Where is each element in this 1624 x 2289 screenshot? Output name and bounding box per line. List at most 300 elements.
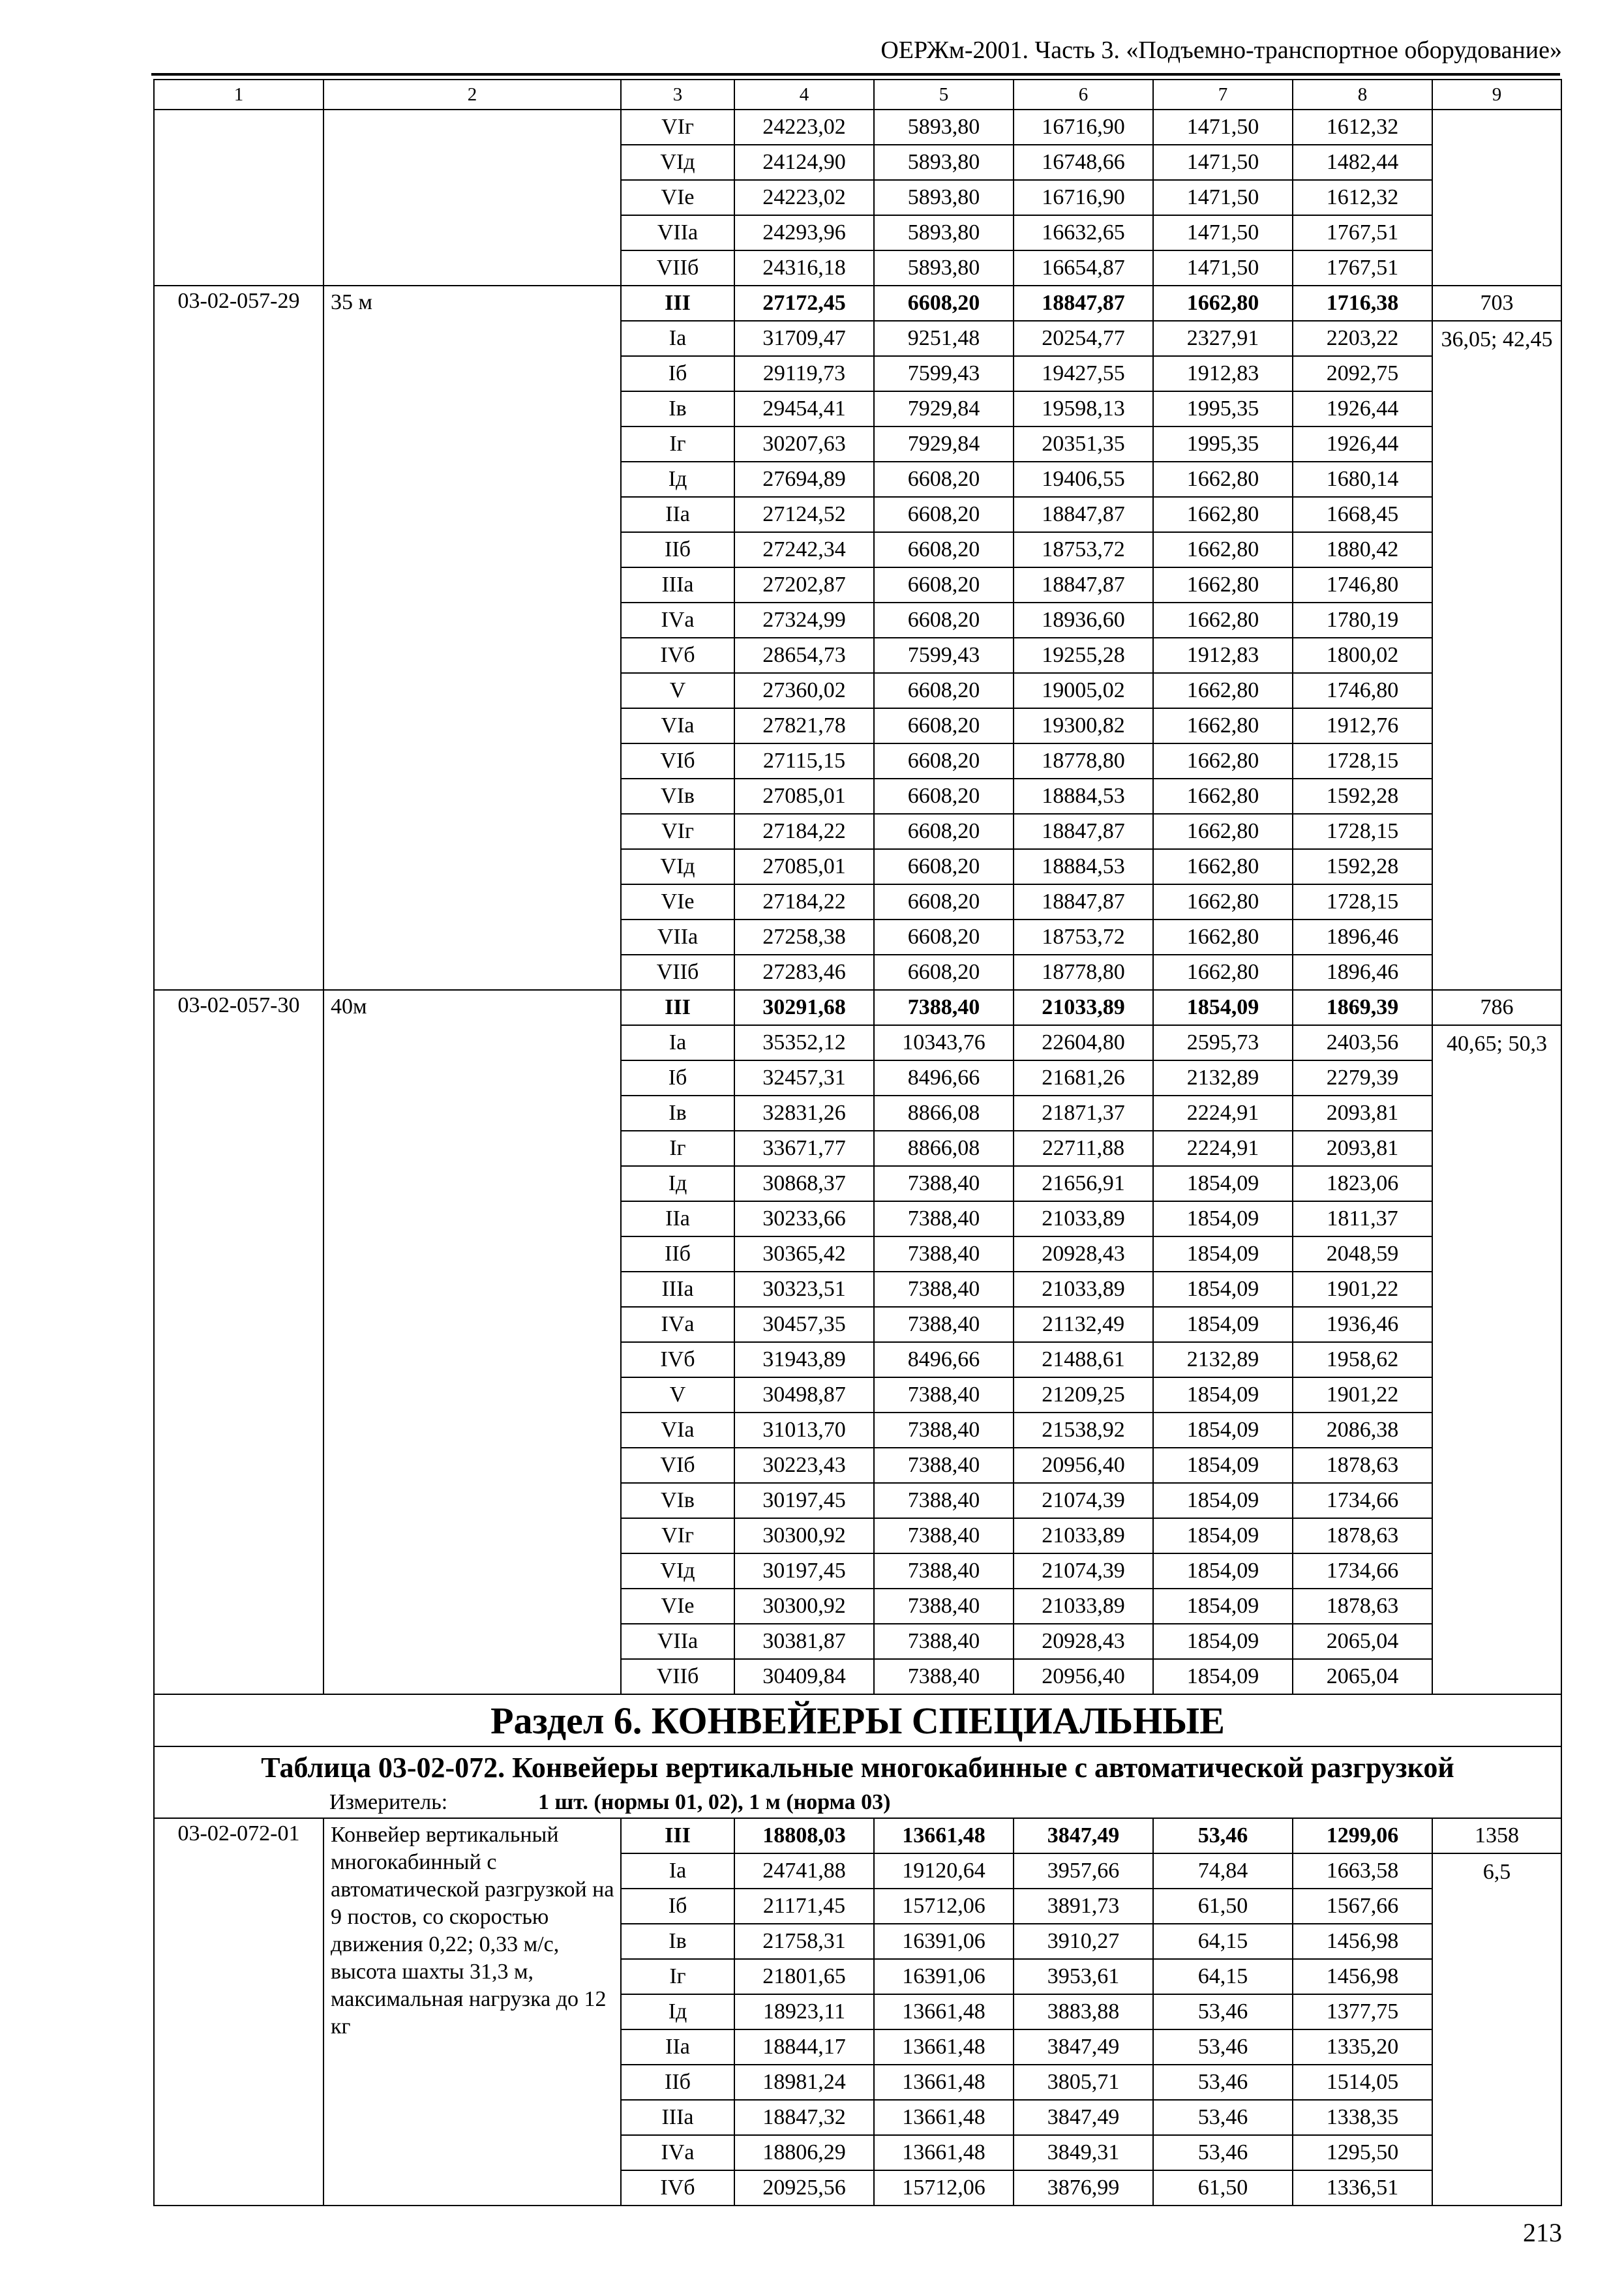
operator-wage-cell: 64,15 — [1153, 1959, 1293, 1994]
total-cost-cell: 27115,15 — [734, 743, 874, 779]
region-code-cell: Iв — [621, 391, 734, 426]
materials-cost-cell: 2048,59 — [1293, 1236, 1432, 1272]
machine-cost-cell: 21033,89 — [1014, 1272, 1153, 1307]
operator-wage-cell: 61,50 — [1153, 1889, 1293, 1924]
machine-cost-cell: 19598,13 — [1014, 391, 1153, 426]
labor-cost-cell: 19120,64 — [874, 1853, 1014, 1889]
total-cost-cell: 30323,51 — [734, 1272, 874, 1307]
region-code-cell: IVа — [621, 603, 734, 638]
materials-cost-cell: 1668,45 — [1293, 497, 1432, 532]
region-code-cell: VIа — [621, 708, 734, 743]
region-code-cell: VIв — [621, 779, 734, 814]
region-code-cell: III — [621, 990, 734, 1025]
labor-cost-cell: 8496,66 — [874, 1060, 1014, 1096]
page-number: 213 — [1523, 2218, 1562, 2247]
machine-cost-cell: 3953,61 — [1014, 1959, 1153, 1994]
machine-cost-cell: 16748,66 — [1014, 145, 1153, 180]
region-code-cell: V — [621, 673, 734, 708]
operator-wage-cell: 1662,80 — [1153, 814, 1293, 849]
total-cost-cell: 21171,45 — [734, 1889, 874, 1924]
region-code-cell: VIIб — [621, 1659, 734, 1694]
labor-cost-cell: 9251,48 — [874, 321, 1014, 356]
region-code-cell: IIб — [621, 532, 734, 567]
machine-cost-cell: 18847,87 — [1014, 884, 1153, 920]
operator-wage-cell: 1662,80 — [1153, 462, 1293, 497]
materials-cost-cell: 2203,22 — [1293, 321, 1432, 356]
machine-cost-cell: 18847,87 — [1014, 497, 1153, 532]
labor-cost-cell: 5893,80 — [874, 145, 1014, 180]
machine-cost-cell: 20956,40 — [1014, 1659, 1153, 1694]
operator-wage-cell: 1854,09 — [1153, 1624, 1293, 1659]
labor-cost-cell: 15712,06 — [874, 1889, 1014, 1924]
total-cost-cell: 30868,37 — [734, 1166, 874, 1201]
total-cost-cell: 27242,34 — [734, 532, 874, 567]
materials-cost-cell: 1936,46 — [1293, 1307, 1432, 1342]
operator-wage-cell: 53,46 — [1153, 2065, 1293, 2100]
labor-cost-cell: 7388,40 — [874, 1201, 1014, 1236]
operator-wage-cell: 1662,80 — [1153, 603, 1293, 638]
region-code-cell: IVб — [621, 2170, 734, 2206]
total-cost-cell: 27694,89 — [734, 462, 874, 497]
materials-cost-cell: 1746,80 — [1293, 673, 1432, 708]
materials-cost-cell: 2279,39 — [1293, 1060, 1432, 1096]
materials-cost-cell: 2403,56 — [1293, 1025, 1432, 1060]
materials-cost-cell: 2065,04 — [1293, 1624, 1432, 1659]
total-cost-cell: 30381,87 — [734, 1624, 874, 1659]
machine-cost-cell: 18753,72 — [1014, 532, 1153, 567]
materials-cost-cell: 1716,38 — [1293, 286, 1432, 321]
operator-wage-cell: 1662,80 — [1153, 743, 1293, 779]
total-cost-cell: 30233,66 — [734, 1201, 874, 1236]
materials-cost-cell: 1592,28 — [1293, 849, 1432, 884]
operator-wage-cell: 1854,09 — [1153, 1307, 1293, 1342]
machine-cost-cell: 21132,49 — [1014, 1307, 1153, 1342]
operator-wage-cell: 1471,50 — [1153, 110, 1293, 145]
operator-wage-cell: 1854,09 — [1153, 1448, 1293, 1483]
materials-cost-cell: 1901,22 — [1293, 1272, 1432, 1307]
total-cost-cell: 27360,02 — [734, 673, 874, 708]
labor-cost-cell: 15712,06 — [874, 2170, 1014, 2206]
materials-cost-cell: 1823,06 — [1293, 1166, 1432, 1201]
operator-wage-cell: 1854,09 — [1153, 1659, 1293, 1694]
machine-cost-cell: 21033,89 — [1014, 1589, 1153, 1624]
total-cost-cell: 35352,12 — [734, 1025, 874, 1060]
labor-cost-cell: 7388,40 — [874, 1236, 1014, 1272]
materials-cost-cell: 1901,22 — [1293, 1377, 1432, 1413]
machine-cost-cell: 19427,55 — [1014, 356, 1153, 391]
region-code-cell: V — [621, 1377, 734, 1413]
machine-cost-cell: 20928,43 — [1014, 1624, 1153, 1659]
column-number-cell: 4 — [734, 80, 874, 110]
total-cost-cell: 24316,18 — [734, 250, 874, 286]
region-code-cell: VIд — [621, 145, 734, 180]
machine-cost-cell: 3891,73 — [1014, 1889, 1153, 1924]
total-cost-cell: 30291,68 — [734, 990, 874, 1025]
labor-cost-cell: 10343,76 — [874, 1025, 1014, 1060]
labor-cost-cell: 7599,43 — [874, 638, 1014, 673]
machine-cost-cell: 18778,80 — [1014, 743, 1153, 779]
labor-cost-cell: 7388,40 — [874, 1166, 1014, 1201]
labor-cost-cell: 6608,20 — [874, 779, 1014, 814]
labor-cost-cell: 13661,48 — [874, 1994, 1014, 2029]
section-title-row — [154, 1694, 1561, 1746]
materials-cost-cell: 1680,14 — [1293, 462, 1432, 497]
table-row — [154, 286, 1561, 321]
materials-cost-cell: 1878,63 — [1293, 1448, 1432, 1483]
region-code-cell: IIб — [621, 1236, 734, 1272]
materials-cost-cell: 1878,63 — [1293, 1589, 1432, 1624]
running-header: ОЕРЖм-2001. Часть 3. «Подъемно-транспортное оборудование» — [880, 37, 1562, 64]
operator-wage-cell: 1854,09 — [1153, 990, 1293, 1025]
region-code-cell: Iг — [621, 1959, 734, 1994]
operator-wage-cell: 64,15 — [1153, 1924, 1293, 1959]
machine-cost-cell: 3957,66 — [1014, 1853, 1153, 1889]
materials-cost-cell: 1728,15 — [1293, 743, 1432, 779]
total-cost-cell: 27184,22 — [734, 814, 874, 849]
total-cost-cell: 27821,78 — [734, 708, 874, 743]
table-row — [154, 1818, 1561, 1853]
region-code-cell: Iд — [621, 1166, 734, 1201]
operator-wage-cell: 61,50 — [1153, 2170, 1293, 2206]
section-title: Раздел 6. КОНВЕЙЕРЫ СПЕЦИАЛЬНЫЕ — [154, 1694, 1561, 1746]
machine-cost-cell: 16654,87 — [1014, 250, 1153, 286]
materials-cost-cell: 1567,66 — [1293, 1889, 1432, 1924]
labor-cost-cell: 6608,20 — [874, 567, 1014, 603]
operator-wage-cell: 1995,35 — [1153, 426, 1293, 462]
labor-cost-cell: 13661,48 — [874, 2135, 1014, 2170]
machine-cost-cell: 16632,65 — [1014, 215, 1153, 250]
total-cost-cell: 32831,26 — [734, 1096, 874, 1131]
materials-cost-cell: 1880,42 — [1293, 532, 1432, 567]
operator-wage-cell: 1471,50 — [1153, 145, 1293, 180]
labor-cost-cell: 13661,48 — [874, 2029, 1014, 2065]
region-code-cell: Iд — [621, 462, 734, 497]
operator-wage-cell: 1662,80 — [1153, 849, 1293, 884]
operator-wage-cell: 1662,80 — [1153, 779, 1293, 814]
column-number-cell: 5 — [874, 80, 1014, 110]
materials-cost-cell: 1896,46 — [1293, 955, 1432, 990]
materials-cost-cell: 1299,06 — [1293, 1818, 1432, 1853]
materials-cost-cell: 1958,62 — [1293, 1342, 1432, 1377]
machine-cost-cell: 21074,39 — [1014, 1553, 1153, 1589]
machine-cost-cell: 16716,90 — [1014, 180, 1153, 215]
region-code-cell: III — [621, 286, 734, 321]
operator-wage-cell: 74,84 — [1153, 1853, 1293, 1889]
total-cost-cell: 27184,22 — [734, 884, 874, 920]
operator-wage-cell: 1471,50 — [1153, 215, 1293, 250]
region-code-cell: III — [621, 1818, 734, 1853]
labor-cost-cell: 7388,40 — [874, 1624, 1014, 1659]
column-number-cell: 1 — [154, 80, 323, 110]
total-cost-cell: 18981,24 — [734, 2065, 874, 2100]
machine-cost-cell: 22711,88 — [1014, 1131, 1153, 1166]
machine-cost-cell: 21871,37 — [1014, 1096, 1153, 1131]
materials-cost-cell: 1456,98 — [1293, 1924, 1432, 1959]
region-code-cell: Iд — [621, 1994, 734, 2029]
materials-cost-cell: 1295,50 — [1293, 2135, 1432, 2170]
machine-cost-cell: 19406,55 — [1014, 462, 1153, 497]
table-title-row — [154, 1746, 1561, 1788]
materials-cost-cell: 2086,38 — [1293, 1413, 1432, 1448]
region-code-cell: IIIа — [621, 567, 734, 603]
operator-wage-cell: 1471,50 — [1153, 180, 1293, 215]
machine-cost-cell: 18884,53 — [1014, 849, 1153, 884]
labor-cost-cell: 6608,20 — [874, 532, 1014, 567]
materials-cost-cell: 1456,98 — [1293, 1959, 1432, 1994]
total-cost-cell: 18847,32 — [734, 2100, 874, 2135]
total-cost-cell: 30300,92 — [734, 1589, 874, 1624]
total-cost-cell: 27283,46 — [734, 955, 874, 990]
labor-cost-cell: 6608,20 — [874, 955, 1014, 990]
total-cost-cell: 21801,65 — [734, 1959, 874, 1994]
total-cost-cell: 21758,31 — [734, 1924, 874, 1959]
labor-cost-cell: 13661,48 — [874, 2065, 1014, 2100]
labor-cost-cell: 5893,80 — [874, 110, 1014, 145]
machine-cost-cell: 18753,72 — [1014, 920, 1153, 955]
total-cost-cell: 18923,11 — [734, 1994, 874, 2029]
materials-cost-cell: 1878,63 — [1293, 1518, 1432, 1553]
materials-cost-cell: 1734,66 — [1293, 1553, 1432, 1589]
materials-cost-cell: 1592,28 — [1293, 779, 1432, 814]
region-code-cell: VIг — [621, 814, 734, 849]
operator-wage-cell: 1662,80 — [1153, 532, 1293, 567]
operator-wage-cell: 1854,09 — [1153, 1166, 1293, 1201]
materials-cost-cell: 1377,75 — [1293, 1994, 1432, 2029]
materials-cost-cell: 1800,02 — [1293, 638, 1432, 673]
operator-wage-cell: 1471,50 — [1153, 250, 1293, 286]
materials-cost-cell: 1482,44 — [1293, 145, 1432, 180]
operator-wage-cell: 53,46 — [1153, 2135, 1293, 2170]
materials-cost-cell: 1926,44 — [1293, 426, 1432, 462]
operator-wage-cell: 1854,09 — [1153, 1201, 1293, 1236]
total-cost-cell: 27085,01 — [734, 849, 874, 884]
total-cost-cell: 33671,77 — [734, 1131, 874, 1166]
machine-cost-cell: 21033,89 — [1014, 1201, 1153, 1236]
materials-cost-cell: 2093,81 — [1293, 1131, 1432, 1166]
machine-cost-cell: 3883,88 — [1014, 1994, 1153, 2029]
labor-cost-cell: 8866,08 — [874, 1131, 1014, 1166]
total-cost-cell: 18806,29 — [734, 2135, 874, 2170]
machine-cost-cell: 21656,91 — [1014, 1166, 1153, 1201]
machine-cost-cell: 21681,26 — [1014, 1060, 1153, 1096]
labor-cost-cell: 6608,20 — [874, 920, 1014, 955]
region-code-cell: Iг — [621, 1131, 734, 1166]
operator-wage-cell: 1662,80 — [1153, 673, 1293, 708]
labor-cost-cell: 8866,08 — [874, 1096, 1014, 1131]
operator-wage-cell: 1662,80 — [1153, 708, 1293, 743]
total-cost-cell: 31013,70 — [734, 1413, 874, 1448]
materials-cost-cell: 1612,32 — [1293, 180, 1432, 215]
operator-wage-cell: 1662,80 — [1153, 955, 1293, 990]
labor-cost-cell: 7388,40 — [874, 1448, 1014, 1483]
machine-cost-cell: 3849,31 — [1014, 2135, 1153, 2170]
labor-cost-cell: 5893,80 — [874, 180, 1014, 215]
labor-cost-cell: 5893,80 — [874, 215, 1014, 250]
machine-cost-cell: 18884,53 — [1014, 779, 1153, 814]
extra-cell — [1432, 110, 1561, 286]
region-code-cell: Iа — [621, 1025, 734, 1060]
measure-label: Измеритель: — [329, 1790, 448, 1814]
machine-cost-cell: 21488,61 — [1014, 1342, 1153, 1377]
header-rule — [151, 73, 1560, 76]
region-code-cell: IVб — [621, 1342, 734, 1377]
total-cost-cell: 30457,35 — [734, 1307, 874, 1342]
operator-wage-cell: 1854,09 — [1153, 1553, 1293, 1589]
total-cost-cell: 27085,01 — [734, 779, 874, 814]
machine-cost-cell: 20956,40 — [1014, 1448, 1153, 1483]
column-number-cell: 3 — [621, 80, 734, 110]
operator-wage-cell: 1912,83 — [1153, 638, 1293, 673]
total-cost-cell: 30409,84 — [734, 1659, 874, 1694]
total-cost-cell: 30498,87 — [734, 1377, 874, 1413]
labor-cost-cell: 6608,20 — [874, 673, 1014, 708]
machine-cost-cell: 16716,90 — [1014, 110, 1153, 145]
column-number-cell: 8 — [1293, 80, 1432, 110]
machine-cost-cell: 20928,43 — [1014, 1236, 1153, 1272]
operator-wage-cell: 53,46 — [1153, 2029, 1293, 2065]
operator-wage-cell: 1662,80 — [1153, 920, 1293, 955]
operator-wage-cell: 1662,80 — [1153, 567, 1293, 603]
total-cost-cell: 29119,73 — [734, 356, 874, 391]
labor-cost-cell: 7929,84 — [874, 391, 1014, 426]
labor-cost-cell: 6608,20 — [874, 849, 1014, 884]
base-value-cell: 703 — [1432, 286, 1561, 321]
region-code-cell: IVб — [621, 638, 734, 673]
norm-name-cell: Конвейер вертикальный многокабинный с автоматической разгрузкой на 9 постов, со скоростью движения 0,22; 0,33 м/с, высота шахты 31,3 м, максимальная нагрузка до 12 кг — [323, 1818, 621, 2206]
operator-wage-cell: 1912,83 — [1153, 356, 1293, 391]
region-code-cell: IIIа — [621, 2100, 734, 2135]
region-code-cell: Iв — [621, 1924, 734, 1959]
total-cost-cell: 18844,17 — [734, 2029, 874, 2065]
machine-cost-cell: 22604,80 — [1014, 1025, 1153, 1060]
region-code-cell: IIб — [621, 2065, 734, 2100]
total-cost-cell: 24124,90 — [734, 145, 874, 180]
total-cost-cell: 24741,88 — [734, 1853, 874, 1889]
region-code-cell: VIIа — [621, 920, 734, 955]
total-cost-cell: 30300,92 — [734, 1518, 874, 1553]
norms-table — [153, 79, 1562, 2206]
region-code-cell: Iб — [621, 356, 734, 391]
total-cost-cell: 27202,87 — [734, 567, 874, 603]
region-code-cell: IIа — [621, 1201, 734, 1236]
norm-name-cell: 35 м — [323, 286, 621, 990]
total-cost-cell: 30223,43 — [734, 1448, 874, 1483]
region-code-cell: VIе — [621, 884, 734, 920]
machine-cost-cell: 21033,89 — [1014, 990, 1153, 1025]
labor-cost-cell: 6608,20 — [874, 497, 1014, 532]
total-cost-cell: 27124,52 — [734, 497, 874, 532]
measure-value: 1 шт. (нормы 01, 02), 1 м (норма 03) — [538, 1790, 891, 1814]
operator-wage-cell: 1854,09 — [1153, 1589, 1293, 1624]
total-cost-cell: 27324,99 — [734, 603, 874, 638]
region-code-cell: VIб — [621, 743, 734, 779]
materials-cost-cell: 1767,51 — [1293, 215, 1432, 250]
materials-cost-cell: 1335,20 — [1293, 2029, 1432, 2065]
region-code-cell: VIб — [621, 1448, 734, 1483]
region-code-cell: VIIа — [621, 215, 734, 250]
operator-wage-cell: 1854,09 — [1153, 1413, 1293, 1448]
coefficient-cell: 40,65; 50,3 — [1432, 1025, 1561, 1694]
total-cost-cell: 30207,63 — [734, 426, 874, 462]
labor-cost-cell: 7388,40 — [874, 1518, 1014, 1553]
labor-cost-cell: 7929,84 — [874, 426, 1014, 462]
machine-cost-cell: 20351,35 — [1014, 426, 1153, 462]
labor-cost-cell: 7388,40 — [874, 1483, 1014, 1518]
operator-wage-cell: 53,46 — [1153, 1994, 1293, 2029]
operator-wage-cell: 2132,89 — [1153, 1060, 1293, 1096]
operator-wage-cell: 1995,35 — [1153, 391, 1293, 426]
labor-cost-cell: 16391,06 — [874, 1924, 1014, 1959]
total-cost-cell: 31709,47 — [734, 321, 874, 356]
total-cost-cell: 28654,73 — [734, 638, 874, 673]
machine-cost-cell: 18847,87 — [1014, 814, 1153, 849]
operator-wage-cell: 1854,09 — [1153, 1377, 1293, 1413]
labor-cost-cell: 6608,20 — [874, 814, 1014, 849]
materials-cost-cell: 1728,15 — [1293, 814, 1432, 849]
machine-cost-cell: 18847,87 — [1014, 567, 1153, 603]
labor-cost-cell: 7388,40 — [874, 1553, 1014, 1589]
norm-name-cell: 40м — [323, 990, 621, 1694]
operator-wage-cell: 2224,91 — [1153, 1096, 1293, 1131]
machine-cost-cell: 19255,28 — [1014, 638, 1153, 673]
region-code-cell: VIг — [621, 1518, 734, 1553]
labor-cost-cell: 7388,40 — [874, 1307, 1014, 1342]
materials-cost-cell: 1767,51 — [1293, 250, 1432, 286]
total-cost-cell: 27172,45 — [734, 286, 874, 321]
materials-cost-cell: 1338,35 — [1293, 2100, 1432, 2135]
measure-cell — [154, 1788, 1561, 1818]
operator-wage-cell: 2327,91 — [1153, 321, 1293, 356]
machine-cost-cell: 21538,92 — [1014, 1413, 1153, 1448]
total-cost-cell: 27258,38 — [734, 920, 874, 955]
coefficient-cell: 36,05; 42,45 — [1432, 321, 1561, 990]
region-code-cell: Iа — [621, 321, 734, 356]
labor-cost-cell: 7388,40 — [874, 990, 1014, 1025]
column-number-cell: 7 — [1153, 80, 1293, 110]
table-row — [154, 110, 1561, 145]
region-code-cell: Iв — [621, 1096, 734, 1131]
operator-wage-cell: 2224,91 — [1153, 1131, 1293, 1166]
labor-cost-cell: 6608,20 — [874, 462, 1014, 497]
operator-wage-cell: 1854,09 — [1153, 1518, 1293, 1553]
region-code-cell: IVа — [621, 2135, 734, 2170]
operator-wage-cell: 53,46 — [1153, 1818, 1293, 1853]
norm-code-cell: 03-02-057-30 — [154, 990, 323, 1694]
region-code-cell: VIв — [621, 1483, 734, 1518]
region-code-cell: VIIб — [621, 955, 734, 990]
labor-cost-cell: 6608,20 — [874, 286, 1014, 321]
materials-cost-cell: 2093,81 — [1293, 1096, 1432, 1131]
machine-cost-cell: 20254,77 — [1014, 321, 1153, 356]
machine-cost-cell: 19005,02 — [1014, 673, 1153, 708]
table-title: Таблица 03-02-072. Конвейеры вертикальные многокабинные с автоматической разгрузкой — [154, 1746, 1561, 1788]
column-number-cell: 6 — [1014, 80, 1153, 110]
labor-cost-cell: 6608,20 — [874, 884, 1014, 920]
labor-cost-cell: 7388,40 — [874, 1272, 1014, 1307]
labor-cost-cell: 6608,20 — [874, 743, 1014, 779]
total-cost-cell: 18808,03 — [734, 1818, 874, 1853]
base-value-cell: 786 — [1432, 990, 1561, 1025]
name-cell — [323, 110, 621, 286]
total-cost-cell: 32457,31 — [734, 1060, 874, 1096]
norm-code-cell: 03-02-072-01 — [154, 1818, 323, 2206]
total-cost-cell: 30197,45 — [734, 1483, 874, 1518]
machine-cost-cell: 18847,87 — [1014, 286, 1153, 321]
column-number-row — [154, 80, 1561, 110]
materials-cost-cell: 1811,37 — [1293, 1201, 1432, 1236]
table-row — [154, 990, 1561, 1025]
machine-cost-cell: 3910,27 — [1014, 1924, 1153, 1959]
